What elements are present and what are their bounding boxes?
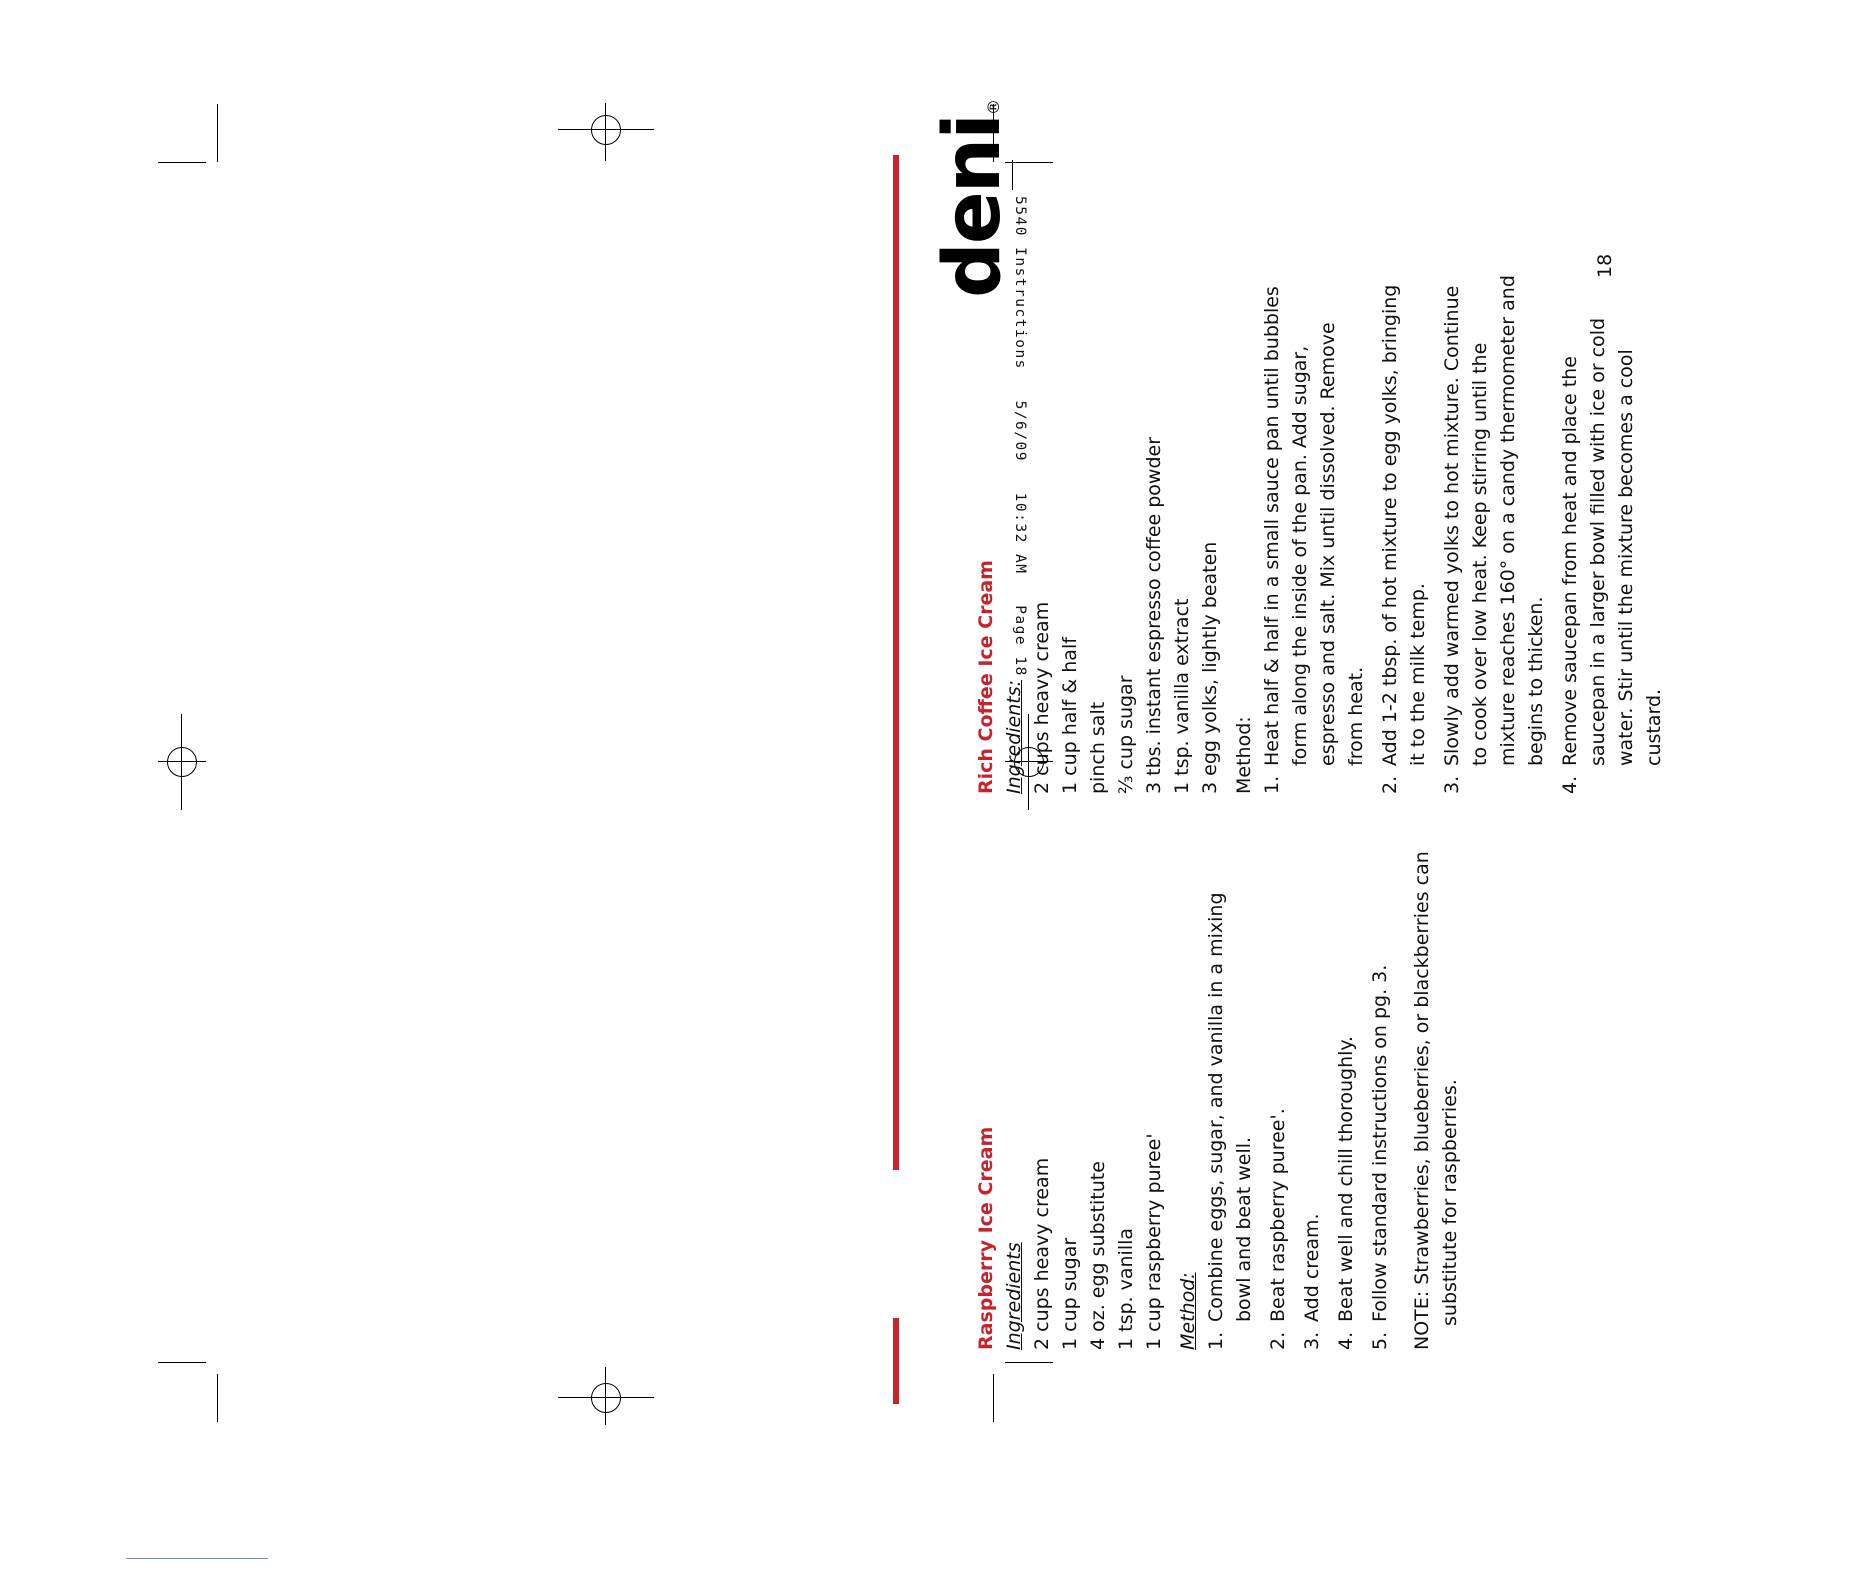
step-number: 1. — [1205, 1331, 1227, 1350]
ingredient: 3 egg yolks, lightly beaten — [1199, 541, 1221, 794]
ingredient: 2 cups heavy cream — [1031, 1157, 1053, 1350]
ingredient: 3 tbs. instant espresso coffee powder — [1143, 436, 1165, 794]
rotated-page — [928, 0, 1864, 1584]
crop-mark — [158, 1362, 206, 1363]
step-text: Follow standard instructions on pg. 3. — [1369, 964, 1391, 1322]
crop-mark — [217, 1374, 218, 1422]
step-number: 1. — [1261, 775, 1283, 794]
step-text: Beat raspberry puree'. — [1267, 1108, 1289, 1322]
step-number: 4. — [1559, 775, 1581, 794]
raspberry-recipe — [972, 850, 1483, 1350]
step-text: Combine eggs, sugar, and vanilla in a mixing bowl and beat well. — [1205, 892, 1255, 1322]
step-number: 4. — [1335, 1331, 1357, 1350]
method-step — [1376, 274, 1432, 794]
registration-mark — [158, 714, 206, 810]
ingredient: pinch salt — [1087, 701, 1109, 794]
recipe-title: Rich Coffee Ice Cream — [975, 560, 997, 794]
step-text: Slowly add warmed yolks to hot mixture. Continue to cook over low heat. Keep stirring until the mixture reaches 160° on a candy thermometer and begins to thicken. — [1441, 275, 1547, 766]
page-number: 18 — [1594, 253, 1616, 278]
accent-bar-bottom — [893, 1318, 899, 1404]
method-step — [1556, 274, 1668, 794]
step-number: 2. — [1267, 1331, 1289, 1350]
registered-mark: ® — [984, 98, 1003, 115]
ingredient: 2 cups heavy cream — [1031, 601, 1053, 794]
coffee-recipe — [972, 274, 1674, 794]
ingredient: 4 oz. egg substitute — [1087, 1161, 1109, 1350]
ingredient: 1 cup sugar — [1059, 1237, 1081, 1350]
method-step — [1366, 850, 1394, 1350]
method-heading: Method: — [1233, 716, 1255, 794]
step-text: Beat well and chill thoroughly. — [1335, 1036, 1357, 1322]
step-text: Heat half & half in a small sauce pan until bubbles form along the inside of the pan. Add sugar, espresso and salt. Mix until dissolved. Remove from heat. — [1261, 286, 1367, 766]
ingredient: ⅔ cup sugar — [1115, 675, 1137, 794]
decorative-line — [126, 1558, 268, 1559]
method-step — [1298, 850, 1326, 1350]
ingredients-heading: Ingredients — [1003, 1242, 1025, 1350]
step-number: 3. — [1441, 775, 1463, 794]
method-step — [1202, 850, 1258, 1350]
brand-logo — [928, 99, 1018, 298]
recipe-title: Raspberry Ice Cream — [975, 1126, 997, 1350]
step-number: 2. — [1379, 775, 1401, 794]
method-step — [1332, 850, 1360, 1350]
ingredient: 1 tsp. vanilla — [1115, 1227, 1137, 1350]
crop-mark — [217, 104, 218, 162]
slug-line: 5540 Instructions 5/6/09 10:32 AM Page 18 — [1012, 196, 1028, 677]
step-text: Add cream. — [1301, 1213, 1323, 1322]
ingredient: 1 cup raspberry puree' — [1143, 1133, 1165, 1350]
recipe-note: NOTE: Strawberries, blueberries, or blackberries can substitute for raspberries. — [1411, 851, 1461, 1350]
accent-bar-top — [893, 155, 899, 1170]
ingredients-heading: Ingredients: — [1003, 679, 1025, 794]
method-step — [1264, 850, 1292, 1350]
ingredient: 1 cup half & half — [1059, 637, 1081, 794]
crop-mark — [158, 162, 206, 163]
method-step — [1438, 274, 1550, 794]
ingredient: 1 tsp. vanilla extract — [1171, 598, 1193, 794]
step-number: 3. — [1301, 1331, 1323, 1350]
logo-text: deni — [928, 114, 1018, 298]
step-number: 5. — [1369, 1331, 1391, 1350]
method-step — [1258, 274, 1370, 794]
method-heading: Method: — [1177, 1272, 1199, 1350]
step-text: Remove saucepan from heat and place the saucepan in a larger bowl filled with ice or cold water. Stir until the mixture becomes a cool custard. — [1559, 317, 1665, 766]
step-text: Add 1-2 tbsp. of hot mixture to egg yolks, bringing it to the milk temp. — [1379, 284, 1429, 766]
registration-mark — [558, 1367, 654, 1425]
registration-mark — [558, 103, 654, 161]
